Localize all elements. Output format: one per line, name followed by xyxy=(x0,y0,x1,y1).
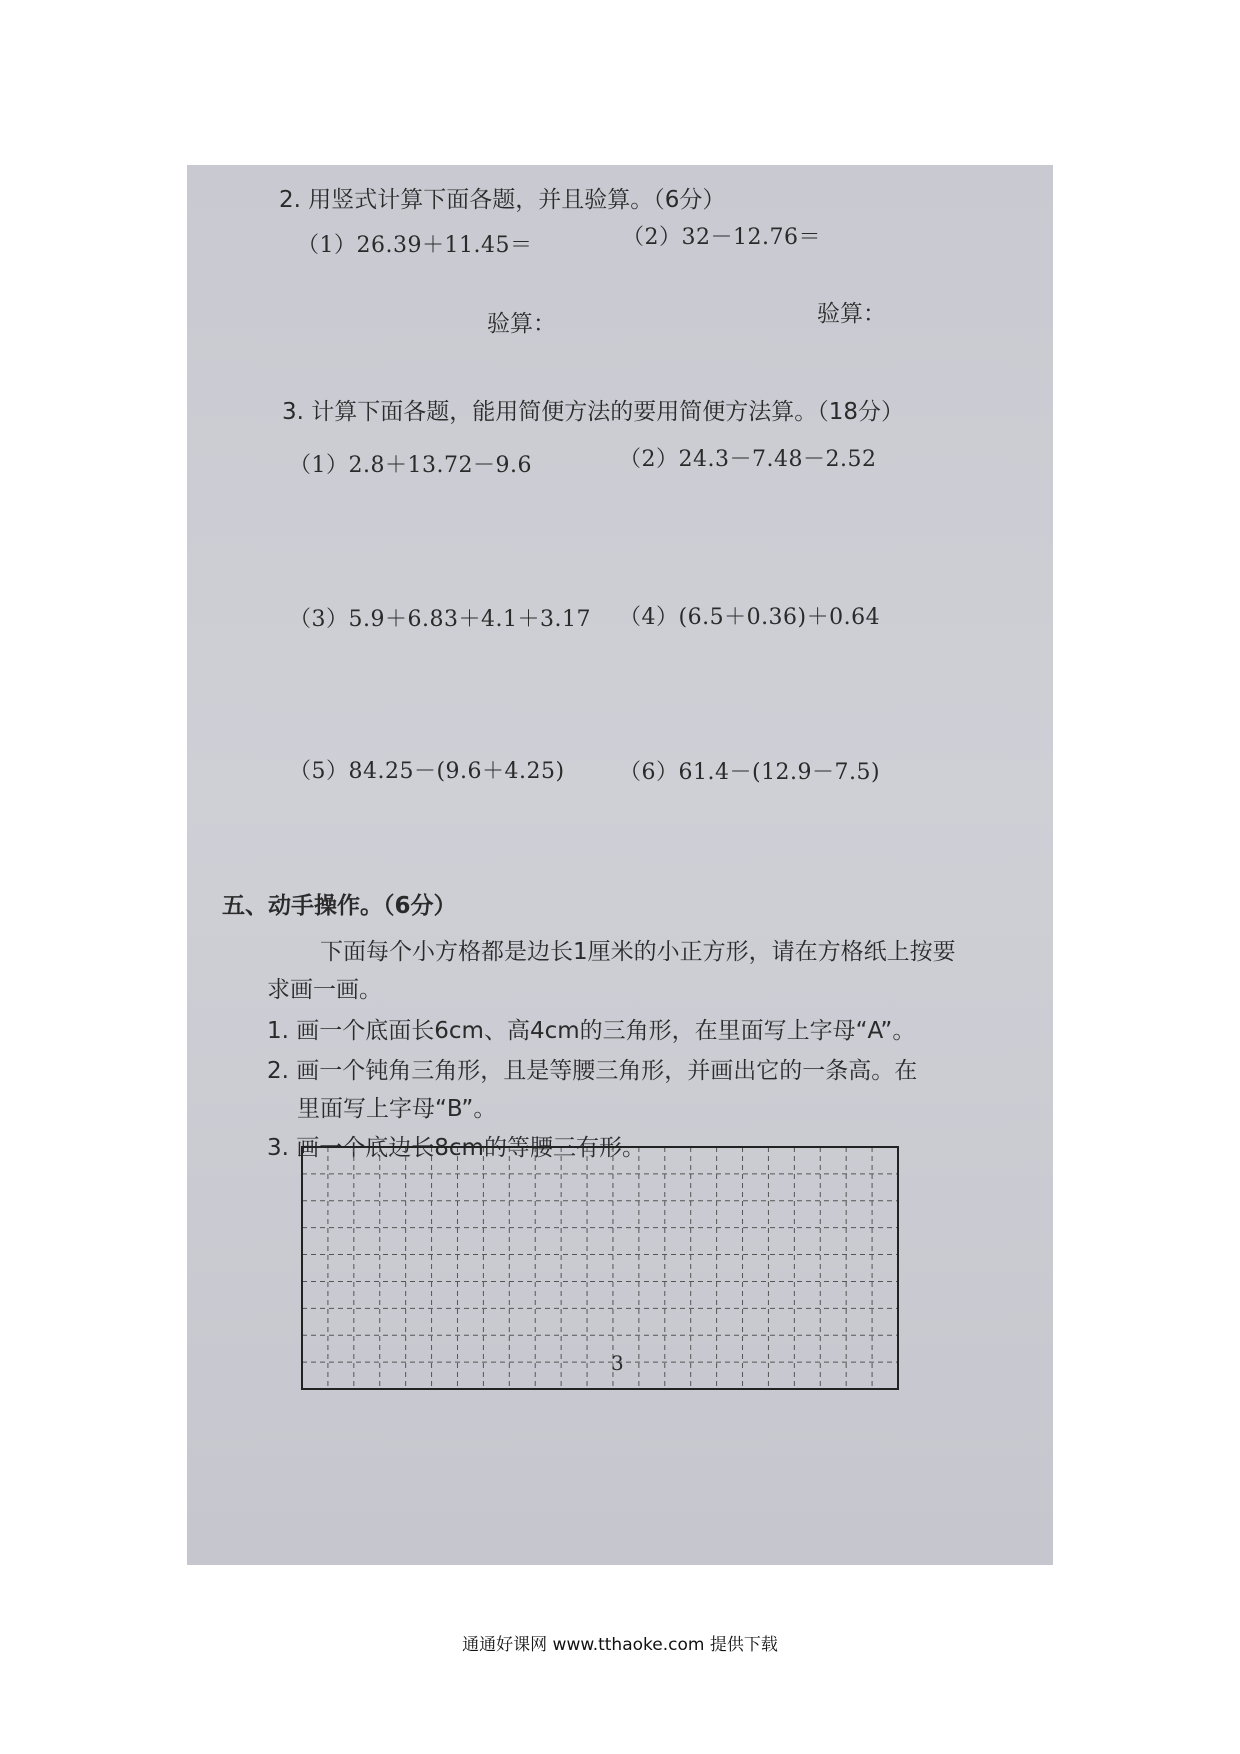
q3-item-5: （5）84.25－(9.6＋4.25) xyxy=(289,759,565,784)
q2-check-label-2: 验算： xyxy=(817,301,886,327)
scanned-page-photo xyxy=(187,165,1053,1565)
section-5-item-2-line-2: 里面写上字母“B”。 xyxy=(297,1096,497,1122)
q2-check-label-1: 验算： xyxy=(487,311,556,337)
page-number: 3 xyxy=(611,1351,624,1375)
grid-paper-svg xyxy=(300,1145,900,1391)
section-5-intro-line-2: 求画一画。 xyxy=(267,977,382,1003)
grid-paper xyxy=(300,1145,900,1391)
section-5-item-3: 3. 画一个底边长8cm的等腰三有形。 xyxy=(267,1135,645,1161)
download-footer: 通通好课网 www.tthaoke.com 提供下载 xyxy=(462,1635,778,1655)
section-5-heading: 五、动手操作。（6分） xyxy=(222,893,457,919)
q2-problem-1: （1）26.39＋11.45＝ xyxy=(297,233,533,258)
q2-title: 2. 用竖式计算下面各题，并且验算。（6分） xyxy=(279,187,726,213)
section-5-item-1: 1. 画一个底面长6cm、高4cm的三角形，在里面写上字母“A”。 xyxy=(267,1018,916,1044)
q3-item-2: （2）24.3－7.48－2.52 xyxy=(619,447,877,472)
q3-title: 3. 计算下面各题，能用简便方法的要用简便方法算。（18分） xyxy=(282,399,905,425)
section-5-intro-line-1: 下面每个小方格都是边长1厘米的小正方形，请在方格纸上按要 xyxy=(320,939,956,965)
q3-item-3: （3）5.9＋6.83＋4.1＋3.17 xyxy=(289,607,591,632)
q3-item-1: （1）2.8＋13.72－9.6 xyxy=(289,453,532,478)
grid-border xyxy=(302,1147,898,1389)
section-5-item-2-line-1: 2. 画一个钝角三角形，且是等腰三角形，并画出它的一条高。在 xyxy=(267,1058,918,1084)
q2-problem-2: （2）32－12.76＝ xyxy=(622,225,821,250)
q3-item-6: （6）61.4－(12.9－7.5) xyxy=(619,760,881,785)
q3-item-4: （4）(6.5＋0.36)＋0.64 xyxy=(619,605,881,630)
